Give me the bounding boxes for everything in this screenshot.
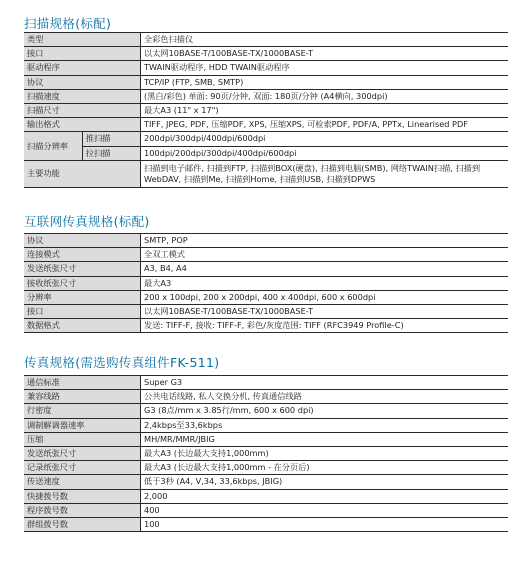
spec-key: 分辨率 (24, 290, 141, 304)
table-row (24, 262, 508, 276)
spec-key: 接口 (24, 47, 141, 61)
spec-value: 全双工模式 (141, 248, 509, 262)
spec-value: 低于3秒 (A4, V,34, 33,6kbps, JBIG) (141, 475, 509, 489)
table-row (24, 75, 508, 89)
table-row (24, 304, 508, 318)
spec-value: TCP/IP (FTP, SMB, SMTP) (141, 75, 509, 89)
spec-key: 快捷拨号数 (24, 489, 141, 503)
spec-key: 接收纸张尺寸 (24, 276, 141, 290)
spec-key: 扫描分辨率 (24, 132, 82, 160)
spec-subkey: 推扫描 (82, 132, 140, 146)
spec-key: 通信标准 (24, 376, 141, 390)
spec-value: 最大A3 (11" x 17") (141, 103, 509, 117)
table-row (24, 61, 508, 75)
spec-key: 发送纸张尺寸 (24, 446, 141, 460)
spec-value: Super G3 (141, 376, 509, 390)
table-row (24, 319, 508, 333)
table-row (24, 489, 508, 503)
scan-spec-title: 扫描规格(标配) (24, 16, 112, 31)
table-row (24, 276, 508, 290)
spec-value: 100dpi/200dpi/300dpi/400dpi/600dpi (141, 146, 509, 160)
table-row (24, 47, 508, 61)
spec-key: 协议 (24, 75, 141, 89)
table-row (24, 390, 508, 404)
spec-key: 数据格式 (24, 319, 141, 333)
spec-key: 主要功能 (24, 160, 141, 187)
table-row (24, 160, 508, 187)
spec-key: 连接模式 (24, 248, 141, 262)
table-row (24, 503, 508, 517)
spec-value: 2,4kbps至33,6kbps (141, 418, 509, 432)
table-row (24, 475, 508, 489)
spec-value: 最大A3 (长边最大支持1,000mm) (141, 446, 509, 460)
internet-fax-spec-title: 互联网传真规格(标配) (24, 214, 150, 229)
spec-value: 以太网10BASE-T/100BASE-TX/1000BASE-T (141, 304, 509, 318)
spec-key: 扫描尺寸 (24, 103, 141, 117)
spec-key: 扫描速度 (24, 89, 141, 103)
table-row (24, 33, 508, 47)
spec-value: A3, B4, A4 (141, 262, 509, 276)
table-row (24, 290, 508, 304)
spec-key: 调制解调器速率 (24, 418, 141, 432)
scan-spec-table (24, 32, 508, 188)
spec-key: 传送速度 (24, 475, 141, 489)
spec-key: 行密度 (24, 404, 141, 418)
spec-key: 输出格式 (24, 118, 141, 132)
spec-value: 扫描到电子邮件, 扫描到FTP, 扫描到BOX(硬盘), 扫描到电脑(SMB), 网络TWAIN扫描, 扫描到WebDAV, 扫描到Me, 扫描到Home, 扫描到USB, 扫描到DPWS (141, 160, 509, 187)
spec-key: 程序拨号数 (24, 503, 141, 517)
spec-value: TWAIN驱动程序, HDD TWAIN驱动程序 (141, 61, 509, 75)
spec-value: 2,000 (141, 489, 509, 503)
spec-value: 公共电话线路, 私人交换分机, 传真通信线路 (141, 390, 509, 404)
spec-key: 压缩 (24, 432, 141, 446)
spec-value: 发送: TIFF-F, 接收: TIFF-F, 彩色/灰度范围: TIFF (RFC3949 Profile-C) (141, 319, 509, 333)
spec-value: G3 (8点/mm x 3.85行/mm, 600 x 600 dpi) (141, 404, 509, 418)
spec-value: 全彩色扫描仪 (141, 33, 509, 47)
fax-spec-table (24, 375, 508, 532)
spec-key: 记录纸张尺寸 (24, 461, 141, 475)
spec-value: (黑白/彩色) 单面: 90页/分钟, 双面: 180页/分钟 (A4横向, 300dpi) (141, 89, 509, 103)
spec-value: TIFF, JPEG, PDF, 压缩PDF, XPS, 压缩XPS, 可检索PDF, PDF/A, PPTx, Linearised PDF (141, 118, 509, 132)
spec-key: 兼容线路 (24, 390, 141, 404)
spec-value: MH/MR/MMR/JBIG (141, 432, 509, 446)
table-row (24, 146, 508, 160)
spec-value: 最大A3 (141, 276, 509, 290)
table-row (24, 432, 508, 446)
table-row (24, 404, 508, 418)
table-row (24, 118, 508, 132)
spec-subkey: 拉扫描 (82, 146, 140, 160)
fax-spec-title: 传真规格(需选购传真组件FK-511) (24, 355, 220, 370)
spec-key: 发送纸张尺寸 (24, 262, 141, 276)
table-row (24, 132, 508, 146)
spec-key: 类型 (24, 33, 141, 47)
spec-value: 最大A3 (长边最大支持1,000mm - 在分页后) (141, 461, 509, 475)
table-row (24, 418, 508, 432)
table-row (24, 376, 508, 390)
table-row (24, 103, 508, 117)
spec-key: 驱动程序 (24, 61, 141, 75)
internet-fax-spec-table (24, 233, 508, 333)
spec-value: 以太网10BASE-T/100BASE-TX/1000BASE-T (141, 47, 509, 61)
spec-value: SMTP, POP (141, 234, 509, 248)
table-row (24, 446, 508, 460)
spec-value: 100 (141, 517, 509, 531)
table-row (24, 461, 508, 475)
spec-key: 群组拨号数 (24, 517, 141, 531)
spec-value: 200dpi/300dpi/400dpi/600dpi (141, 132, 509, 146)
table-row (24, 234, 508, 248)
spec-key: 接口 (24, 304, 141, 318)
table-row (24, 248, 508, 262)
spec-key: 协议 (24, 234, 141, 248)
spec-value: 400 (141, 503, 509, 517)
spec-value: 200 x 100dpi, 200 x 200dpi, 400 x 400dpi, 600 x 600dpi (141, 290, 509, 304)
table-row (24, 89, 508, 103)
table-row (24, 517, 508, 531)
